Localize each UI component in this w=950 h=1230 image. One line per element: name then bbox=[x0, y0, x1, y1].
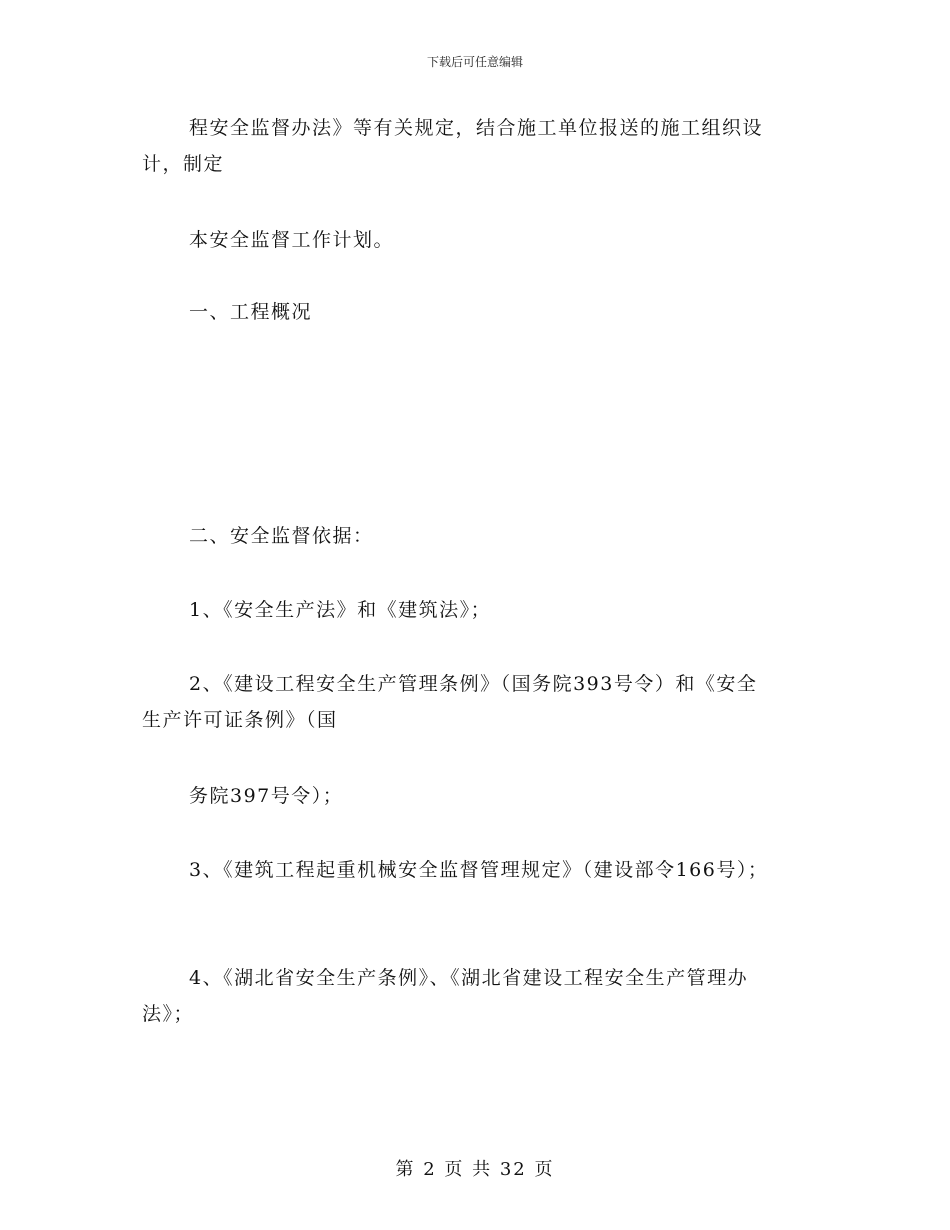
list-item: 2、《建设工程安全生产管理条例》（国务院393号令）和《安全 bbox=[189, 673, 758, 695]
list-item-continuation: 务院397号令）； bbox=[189, 785, 344, 807]
list-item-continuation: 生产许可证条例》（国 bbox=[142, 709, 338, 731]
section-heading: 二、安全监督依据： bbox=[189, 525, 374, 547]
list-item: 4、《湖北省安全生产条例》、《湖北省建设工程安全生产管理办 bbox=[189, 967, 749, 989]
paragraph-line: 本安全监督工作计划。 bbox=[189, 229, 395, 251]
paragraph-line: 程安全监督办法》等有关规定，结合施工单位报送的施工组织设 bbox=[189, 117, 764, 139]
section-heading: 一、工程概况 bbox=[189, 301, 313, 323]
paragraph-line: 计，制定 bbox=[142, 153, 225, 175]
list-item: 3、《建筑工程起重机械安全监督管理规定》（建设部令166号）； bbox=[189, 859, 769, 881]
list-item-continuation: 法》； bbox=[142, 1003, 195, 1025]
page-header: 下载后可任意编辑 bbox=[426, 55, 523, 69]
page-footer: 第 2 页 共 32 页 bbox=[395, 1159, 555, 1180]
list-item: 1、《安全生产法》和《建筑法》； bbox=[189, 599, 492, 621]
